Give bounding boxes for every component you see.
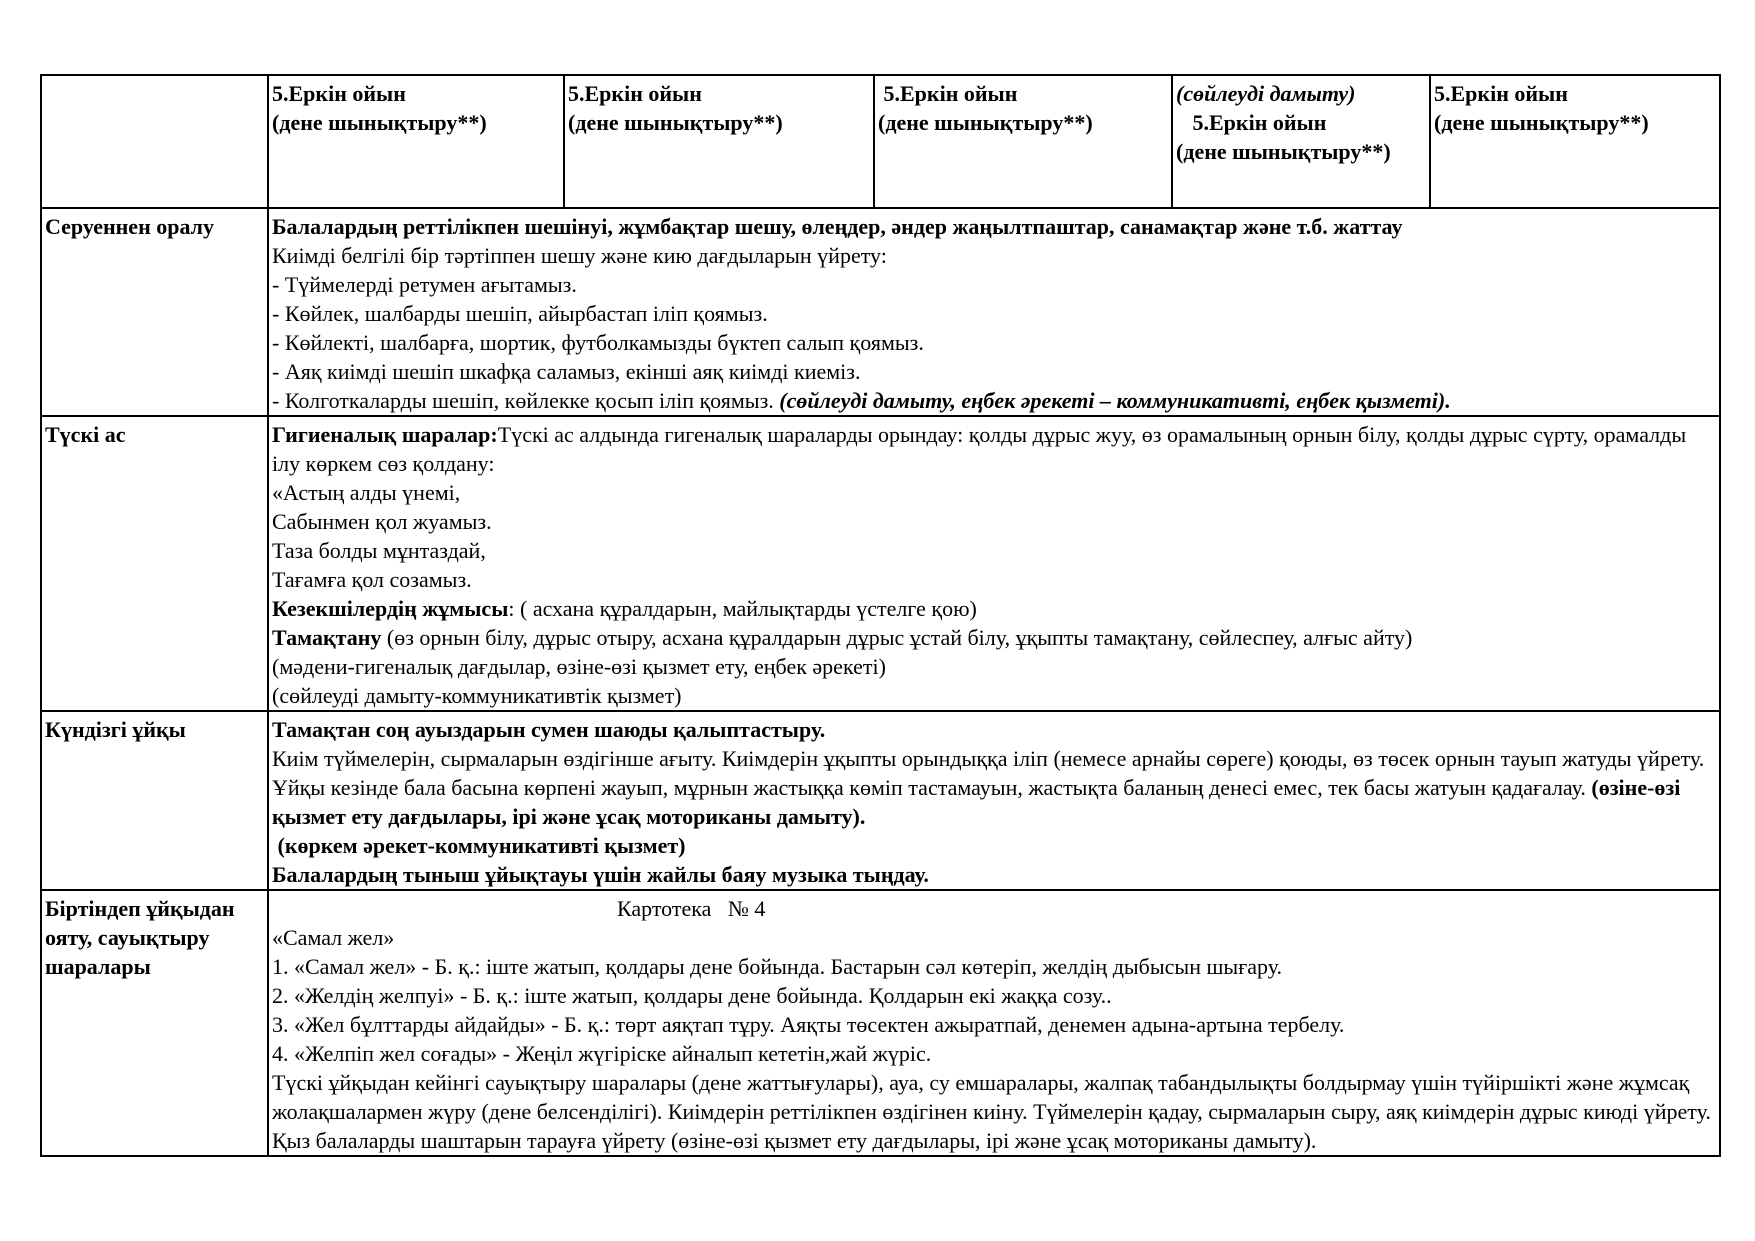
duty-label: Кезекшілердің жұмысы [272,596,509,621]
free-play-sub: (дене шынықтыру**) [1434,110,1649,135]
nap-content [268,711,1720,890]
free-play-cell-mon [268,75,564,208]
return-walk-last-text: - Колготкаларды шешіп, көйлекке қосып іліп қоямыз. [272,388,780,413]
duty-text: : ( асхана құралдарын, майлықтарды үстелге қою) [508,596,977,621]
free-play-title: 5.Еркін ойын [1434,81,1568,106]
wakeup-row [41,890,1720,1156]
row-header: Біртіндеп ұйқыдан ояту, сауықтыру шаралары [41,890,268,1156]
return-walk-row [41,208,1720,416]
return-walk-line: - Көйлекті, шалбарға, шортик, футболкамызды бүктеп салып қоямыз. [272,330,924,355]
hygiene-label: Гигиеналық шаралар: [272,422,498,447]
exercise-item: 4. «Желпіп жел соғады» - Жеңіл жүгіріске айналып кететін,жай жүріс. [272,1041,932,1066]
wakeup-paragraph: Түскі ұйқыдан кейінгі сауықтыру шаралары (дене жаттығулары), ауа, су емшаралары, жалпақ табандылықты болдырмау үшін түйіршікті және жұмсақ жолақшалармен жүру (дене белсенділігі). Киімдерін реттілікпен өздігінен киіну. Түймелерін қадау, сырмаларын сыру, аяқ киімдерін дұрыс киюді үйрету. Қыз балаларды шаштарын тарауға үйрету (өзіне-өзі қызмет ету дағдылары, ірі және ұсақ моториканы дамыту). [272,1070,1711,1153]
row-header: Серуеннен оралу [41,208,268,416]
exercise-item: 2. «Желдің желпуі» - Б. қ.: іште жатып, қолдары дене бойында. Қолдарын екі жаққа созу.. [272,983,1112,1008]
empty-header-cell [41,75,268,208]
free-play-cell-thu [1172,75,1430,208]
row-header: Күндізгі ұйқы [41,711,268,890]
free-play-row [41,75,1720,208]
eating-label: Тамақтану [272,625,382,650]
nap-paragraph [272,744,1716,831]
nap-bold-line: (көркем әрекет-коммуникативті қызмет) [272,833,686,858]
return-walk-content [268,208,1720,416]
free-play-sub: (дене шынықтыру**) [1176,139,1391,164]
poem-line: Сабынмен қол жуамыз. [272,509,492,534]
free-play-pre: (сөйлеуді дамыту) [1176,81,1356,106]
nap-row [41,711,1720,890]
lunch-note: (сөйлеуді дамыту-коммуникативтік қызмет) [272,683,682,708]
free-play-sub: (дене шынықтыру**) [878,110,1093,135]
return-walk-line: - Түймелерді ретумен ағытамыз. [272,272,577,297]
hygiene-text: Түскі ас алдында гигеналық шараларды орындау: қолды дұрыс жуу, өз орамалының орнын білу, қолды дұрыс сүрту, орамалды ілу көркем сөз қолдану: [272,422,1687,476]
free-play-title: 5.Еркін ойын [272,81,406,106]
free-play-sub: (дене шынықтыру**) [272,110,487,135]
free-play-cell-tue [564,75,874,208]
lunch-row [41,416,1720,711]
card-number: Картотека № 4 [617,896,766,921]
schedule-table [40,74,1721,1157]
nap-text-bold: (өзіне-өзі қызмет ету дағдылары, ірі және ұсақ моториканы дамыту). [272,775,1681,829]
free-play-title: 5.Еркін ойын [568,81,702,106]
exercise-item: 3. «Жел бұлттарды айдайды» - Б. қ.: төрт аяқтап тұру. Аяқты төсектен ажыратпай, денемен адына-артына тербелу. [272,1012,1345,1037]
return-walk-last-line [272,386,1716,415]
free-play-cell-wed [874,75,1172,208]
row-header: Түскі ас [41,416,268,711]
wakeup-content [268,890,1720,1156]
poem-line: Тағамға қол созамыз. [272,567,472,592]
free-play-cell-fri [1430,75,1720,208]
duty-paragraph [272,594,1716,623]
return-walk-line: Киімді белгілі бір тәртіппен шешу және кию дағдыларын үйрету: [272,243,887,268]
hygiene-paragraph [272,420,1716,478]
exercise-title: «Самал жел» [272,925,395,950]
return-walk-last-emphasis: (сөйлеуді дамыту, еңбек әрекеті – коммуникативті, еңбек қызметі). [779,388,1451,413]
eating-paragraph [272,623,1716,652]
return-walk-line: - Аяқ киімді шешіп шкафқа саламыз, екінші аяқ киімді киеміз. [272,359,861,384]
nap-text: Киім түймелерін, сырмаларын өздігінше ағыту. Киімдерін ұқыпты орындыққа іліп (немесе арнайы сөреге) қоюды, өз төсек орнын тауып жатуды үйрету. Ұйқы кезінде бала басына көрпені жауып, мұрнын жастыққа көміп тастамауын, жастықта баланың денесі емес, тек басы жатуын қадағалау. [272,746,1705,800]
eating-text: (өз орнын білу, дұрыс отыру, асхана құралдарын дұрыс ұстай білу, ұқыпты тамақтану, сөйлеспеу, алғыс айту) [381,625,1413,650]
return-walk-line: - Көйлек, шалбарды шешіп, айырбастап іліп қоямыз. [272,301,768,326]
poem-line: «Астың алды үнемі, [272,480,461,505]
lunch-note: (мәдени-гигеналық дағдылар, өзіне-өзі қызмет ету, еңбек әрекеті) [272,654,886,679]
poem-line: Таза болды мұнтаздай, [272,538,486,563]
free-play-title: 5.Еркін ойын [878,81,1018,106]
return-walk-bold-line: Балалардың реттілікпен шешінуі, жұмбақтар шешу, өлеңдер, әндер жаңылтпаштар, санамақтар және т.б. жаттау [272,214,1403,239]
lunch-content [268,416,1720,711]
free-play-sub: (дене шынықтыру**) [568,110,783,135]
nap-bold-line: Тамақтан соң ауыздарын сумен шаюды қалыптастыру. [272,717,826,742]
exercise-item: 1. «Самал жел» - Б. қ.: іште жатып, қолдары дене бойында. Бастарын сәл көтеріп, желдің дыбысын шығару. [272,954,1282,979]
nap-bold-line: Балалардың тыныш ұйықтауы үшін жайлы баяу музыка тыңдау. [272,862,929,887]
free-play-title: 5.Еркін ойын [1176,110,1327,135]
